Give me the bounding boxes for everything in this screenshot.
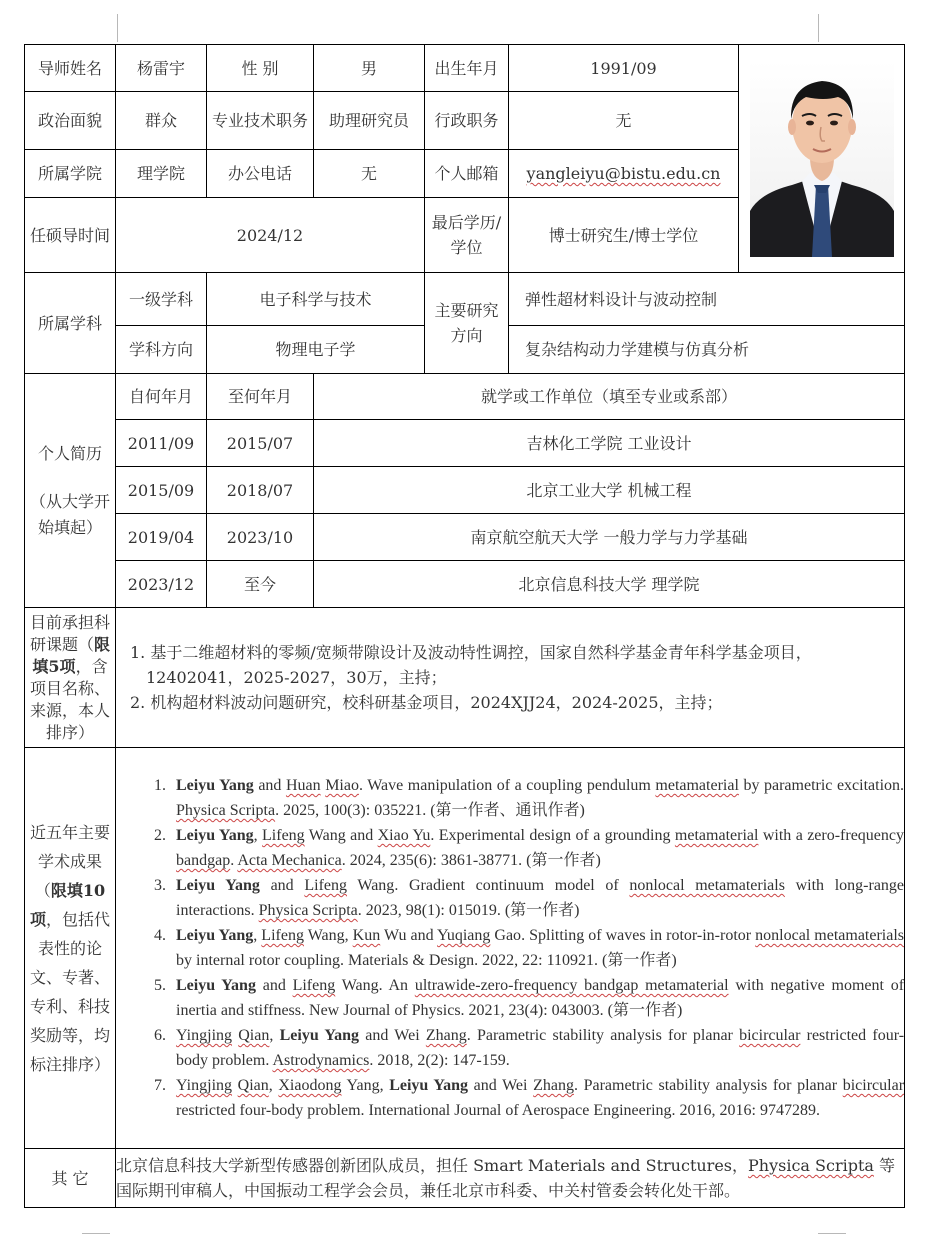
resume-unit: 南京航空航天大学 一般力学与力学基础	[314, 514, 905, 561]
email-label: 个人邮箱	[425, 150, 509, 198]
resume-to: 2015/07	[207, 420, 314, 467]
dir-label: 学科方向	[116, 326, 207, 374]
pub-item: 6. Yingjing Qian, Leiyu Yang and Wei Zhang. Parametric stability analysis for planar bicircular restricted four-body problem. Astrodynamics. 2018, 2(2): 147-159.	[170, 1023, 904, 1073]
gender-label: 性 别	[207, 45, 314, 92]
project-item: 1. 基于二维超材料的零频/宽频带隙设计及波动特性调控，国家自然科学基金青年科学基金项目， 12402041，2025-2027，30万，主持；	[130, 643, 812, 687]
resume-col-to: 至何年月	[207, 374, 314, 420]
pub-item: 7. Yingjing Qian, Xiaodong Yang, Leiyu Yang and Wei Zhang. Parametric stability analysis for planar bicircular restricted four-body problem. International Journal of Aerospace Engineering. 2016, 2016: 9747289.	[170, 1073, 904, 1123]
resume-from: 2011/09	[116, 420, 207, 467]
resume-from: 2015/09	[116, 467, 207, 514]
email-value	[509, 150, 739, 198]
projects-list	[116, 608, 905, 748]
other-text: 北京信息科技大学新型传感器创新团队成员，担任 Smart Materials and Structures，Physica Scripta 等国际期刊审稿人，中国振动工程学会会员，兼任北京市科委、中关村管委会转化处干部。	[116, 1149, 905, 1208]
phone-label: 办公电话	[207, 150, 314, 198]
birth-label: 出生年月	[425, 45, 509, 92]
crop-mark	[117, 14, 118, 42]
crop-mark	[818, 1233, 846, 1234]
discipline-label: 所属学科	[25, 273, 116, 374]
birth-value: 1991/09	[509, 45, 739, 92]
portrait-photo	[750, 61, 894, 257]
resume-unit: 北京信息科技大学 理学院	[314, 561, 905, 608]
resume-from: 2023/12	[116, 561, 207, 608]
dir-value: 物理电子学	[207, 326, 425, 374]
degree-label: 最后学历/学位	[425, 198, 509, 273]
resume-to: 2018/07	[207, 467, 314, 514]
resume-label-cell	[25, 374, 116, 608]
resume-unit: 北京工业大学 机械工程	[314, 467, 905, 514]
gender-value: 男	[314, 45, 425, 92]
crop-mark	[82, 1233, 110, 1234]
research-item-2: 复杂结构动力学建模与仿真分析	[509, 326, 905, 374]
project-item: 2. 机构超材料波动问题研究，校科研基金项目，2024XJJ24，2024-2025，主持；	[130, 693, 723, 712]
college-value: 理学院	[116, 150, 207, 198]
resume-label: 个人简历	[37, 443, 102, 463]
research-item-1: 弹性超材料设计与波动控制	[509, 273, 905, 326]
pub-item: 3. Leiyu Yang and Lifeng Wang. Gradient continuum model of nonlocal metamaterials with long-range interactions. Physica Scripta. 2023, 98(1): 015019. (第一作者)	[170, 873, 904, 923]
resume-col-from: 自何年月	[116, 374, 207, 420]
admin-value: 无	[509, 92, 739, 150]
level1-label: 一级学科	[116, 273, 207, 326]
resume-note: （从大学开始填起）	[29, 491, 110, 537]
resume-to: 2023/10	[207, 514, 314, 561]
email-link[interactable]: yangleiyu@bistu.edu.cn	[526, 164, 721, 183]
cv-table	[24, 44, 905, 1208]
projects-label: 目前承担科研课题（限填5项，含项目名称、来源，本人排序）	[25, 608, 116, 748]
resume-to: 至今	[207, 561, 314, 608]
resume-from: 2019/04	[116, 514, 207, 561]
resume-col-unit: 就学或工作单位（填至专业或系部）	[314, 374, 905, 420]
political-label: 政治面貌	[25, 92, 116, 150]
level1-value: 电子科学与技术	[207, 273, 425, 326]
admin-label: 行政职务	[425, 92, 509, 150]
since-value: 2024/12	[116, 198, 425, 273]
research-label: 主要研究方向	[425, 273, 509, 374]
title-label: 专业技术职务	[207, 92, 314, 150]
pub-item: 1. Leiyu Yang and Huan Miao. Wave manipulation of a coupling pendulum metamaterial by parametric excitation. Physica Scripta. 2025, 100(3): 035221. (第一作者、通讯作者)	[170, 773, 904, 823]
pub-item: 4. Leiyu Yang, Lifeng Wang, Kun Wu and Yuqiang Gao. Splitting of waves in rotor-in-rotor nonlocal metamaterials by internal rotor coupling. Materials & Design. 2022, 22: 110921. (第一作者)	[170, 923, 904, 973]
pub-item: 2. Leiyu Yang, Lifeng Wang and Xiao Yu. Experimental design of a grounding metamaterial with a zero-frequency bandgap. Acta Mechanica. 2024, 235(6): 3861-38771. (第一作者)	[170, 823, 904, 873]
pubs-label: 近五年主要学术成果（限填10项，包括代表性的论文、专著、专利、科技奖励等，均标注排序）	[25, 748, 116, 1149]
resume-unit: 吉林化工学院 工业设计	[314, 420, 905, 467]
pubs-list	[116, 748, 905, 1149]
degree-value: 博士研究生/博士学位	[509, 198, 739, 273]
since-label: 任硕导时间	[25, 198, 116, 273]
name-label: 导师姓名	[25, 45, 116, 92]
pub-item: 5. Leiyu Yang and Lifeng Wang. An ultrawide-zero-frequency bandgap metamaterial with negative moment of inertia and stiffness. New Journal of Physics. 2021, 23(4): 043003. (第一作者)	[170, 973, 904, 1023]
photo-cell	[739, 45, 905, 273]
name-value: 杨雷宇	[116, 45, 207, 92]
crop-mark	[818, 14, 819, 42]
political-value: 群众	[116, 92, 207, 150]
title-value: 助理研究员	[314, 92, 425, 150]
college-label: 所属学院	[25, 150, 116, 198]
other-label: 其 它	[25, 1149, 116, 1208]
phone-value: 无	[314, 150, 425, 198]
